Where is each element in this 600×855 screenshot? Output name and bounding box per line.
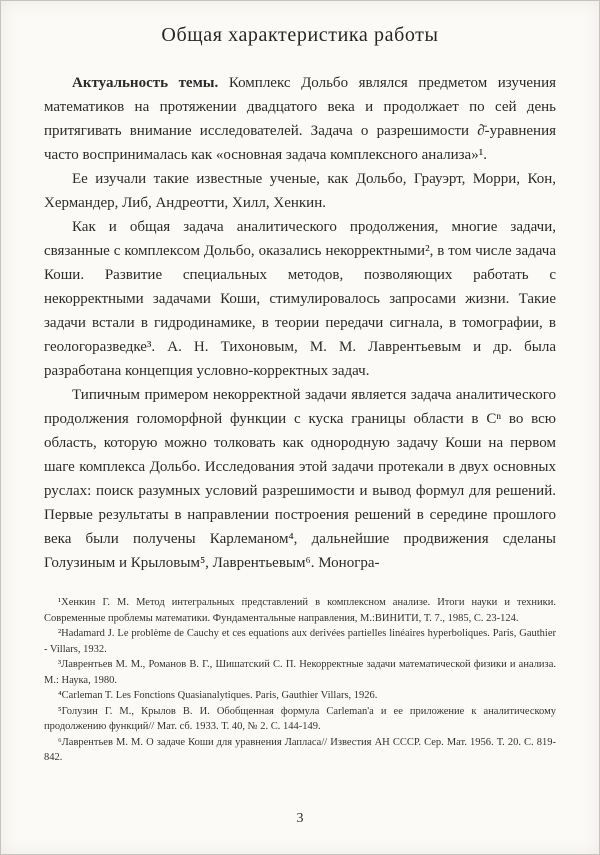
paragraph-4: Типичным примером некорректной задачи является задача аналитического продолжения голоморфной функции с куска границы области в Cⁿ во всю область, которую можно толковать как однородную задачу Коши на первом шаге комплекса Дольбо. Исследования этой задачи протекали в двух основных руслах: поиск разумных условий разрешимости и вывод формул для решений. Первые результаты в направлении построения решений в середине прошлого века были получены Карлеманом⁴, дальнейшие продвижения сделаны Голузиным и Крыловым⁵, Лаврентьевым⁶. Моногра- xyxy=(44,387,556,571)
footnote-6: ⁶Лаврентьев М. М. О задаче Коши для уравнения Лапласа// Известия АН СССР. Сер. Мат. 1956. Т. 20. С. 819-842. xyxy=(44,736,556,763)
footnote-1: ¹Хенкин Г. М. Метод интегральных представлений в комплексном анализе. Итоги науки и техники. Современные проблемы математики. Фундаментальные направления, М.:ВИНИТИ, Т. 7., 1985, С. 23-124. xyxy=(44,597,556,624)
footnote-5: ⁵Голузин Г. М., Крылов В. И. Обобщенная формула Carleman'а и ее приложение к аналитическому продолжению функций// Мат. сб. 1933. Т. 40, № 2. С. 144-149. xyxy=(44,705,556,732)
paragraph-1 xyxy=(44,71,556,167)
paragraph-1-lead: Актуальность темы. xyxy=(72,75,219,91)
footnotes-block xyxy=(44,595,556,766)
footnote-2: ²Hadamard J. Le problème de Cauchy et ces equations aux derivées partielles linéaires hyperboliques. Paris, Gauthier - Villars, 1932. xyxy=(44,628,556,655)
page-title: Общая характеристика работы xyxy=(161,24,439,46)
document-body xyxy=(44,71,556,575)
paragraph-3: Как и общая задача аналитического продолжения, многие задачи, связанные с комплексом Дольбо, оказались некорректными², в том числе задача Коши. Развитие специальных методов, позволяющих работать с некорректными задачами Коши, стимулировалось запросами жизни. Такие задачи встали в гидродинамике, в теории передачи сигнала, в томографии, в геологоразведке³. А. Н. Тихоновым, М. М. Лаврентьевым и др. была разработана концепция условно-корректных задач. xyxy=(44,219,556,379)
page-number: 3 xyxy=(296,811,304,826)
paragraph-1-text: Комплекс Дольбо являлся предметом изучения математиков на протяжении двадцатого века и продолжает по сей день притягивать внимание исследователей. Задача о разрешимости ∂̄-уравнения часто воспринималась как «основная задача комплексного анализа»¹. xyxy=(44,75,557,163)
footnote-4: ⁴Carleman T. Les Fonctions Quasianalytiques. Paris, Gauthier Villars, 1926. xyxy=(58,690,378,701)
footnote-3: ³Лаврентьев М. М., Романов В. Г., Шишатский С. П. Некорректные задачи математической физики и анализа. М.: Наука, 1980. xyxy=(44,659,556,686)
paragraph-2: Ее изучали такие известные ученые, как Дольбо, Грауэрт, Морри, Кон, Хермандер, Либ, Андреотти, Хилл, Хенкин. xyxy=(44,171,556,211)
